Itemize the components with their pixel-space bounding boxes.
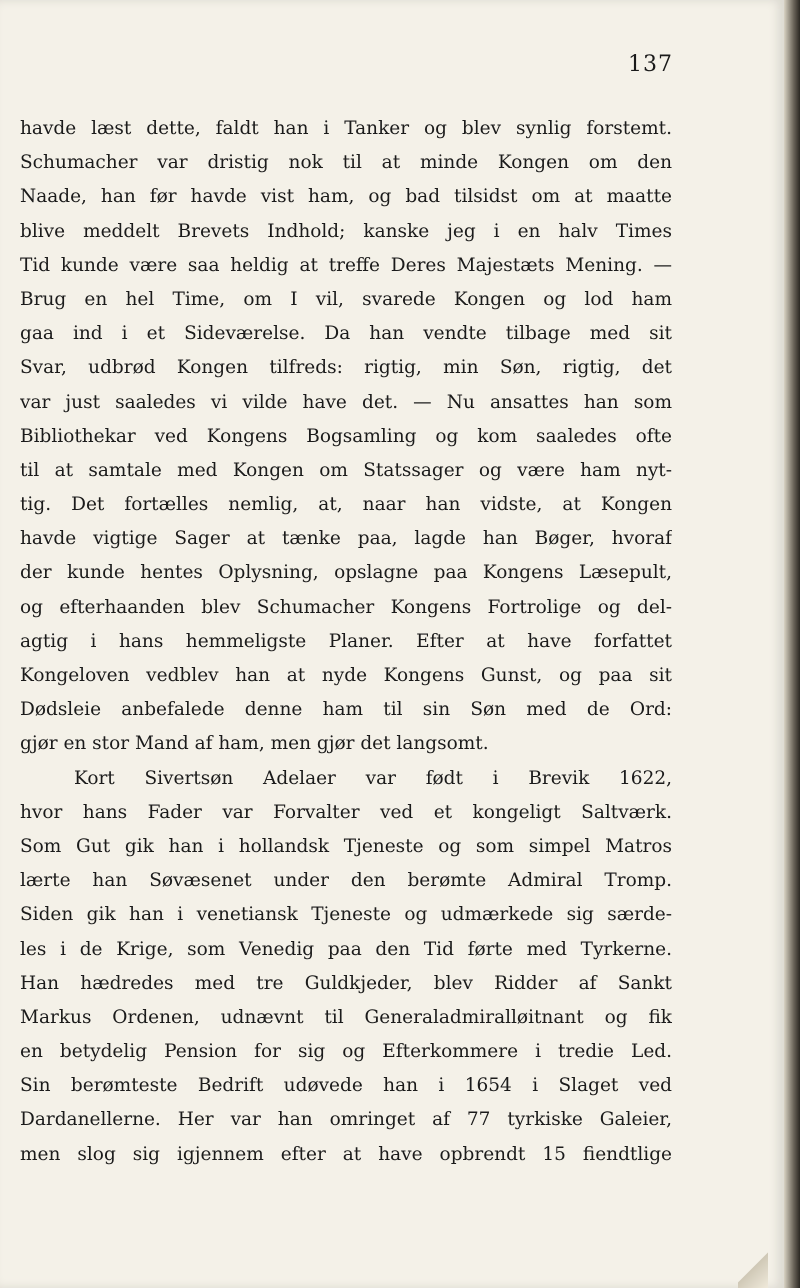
- text-line: Naade, han før havde vist ham, og bad tilsidst om at maatte: [20, 186, 672, 208]
- text-line: les i de Krige, som Venedig paa den Tid førte med Tyrkerne.: [20, 938, 672, 960]
- text-line: var just saaledes vi vilde have det. — Nu ansattes han som: [20, 391, 672, 413]
- text-line: Han hædredes med tre Guldkjeder, blev Ridder af Sankt: [20, 972, 672, 994]
- text-line: Schumacher var dristig nok til at minde Kongen om den: [20, 152, 672, 174]
- text-line: agtig i hans hemmeligste Planer. Efter at have forfattet: [20, 630, 672, 652]
- text-line: Som Gut gik han i hollandsk Tjeneste og som simpel Matros: [20, 835, 672, 857]
- text-line: Dødsleie anbefalede denne ham til sin Søn med de Ord:: [20, 699, 672, 721]
- text-line: og efterhaanden blev Schumacher Kongens Fortrolige og del-: [20, 596, 672, 618]
- text-line: lærte han Søvæsenet under den berømte Admiral Tromp.: [20, 870, 672, 892]
- text-line: men slog sig igjennem efter at have opbrendt 15 fiendtlige: [20, 1143, 672, 1165]
- paragraph-start-line: Kort Sivertsøn Adelaer var født i Brevik 1622,: [74, 767, 672, 789]
- text-line: Kongeloven vedblev han at nyde Kongens Gunst, og paa sit: [20, 665, 672, 686]
- text-line: Tid kunde være saa heldig at treffe Deres Majestæts Mening. —: [20, 254, 672, 276]
- page-edge-shadow: [784, 0, 800, 1288]
- text-line: hvor hans Fader var Forvalter ved et kongeligt Saltværk.: [20, 801, 672, 823]
- text-line: til at samtale med Kongen om Statssager og være ham nyt-: [20, 459, 672, 481]
- paragraph-end-line: gjør en stor Mand af ham, men gjør det langsomt.: [20, 733, 489, 755]
- text-line: Svar, udbrød Kongen tilfreds: rigtig, min Søn, rigtig, det: [20, 357, 672, 379]
- text-line: der kunde hentes Oplysning, opslagne paa Kongens Læsepult,: [20, 562, 672, 584]
- page-number: 137: [628, 52, 673, 77]
- page-corner-fold: [738, 1238, 768, 1288]
- text-line: havde vigtige Sager at tænke paa, lagde han Bøger, hvoraf: [20, 528, 672, 550]
- text-line: Brug en hel Time, om I vil, svarede Kongen og lod ham: [20, 288, 672, 310]
- text-line: Dardanellerne. Her var han omringet af 77 tyrkiske Galeier,: [20, 1109, 672, 1131]
- text-line: en betydelig Pension for sig og Efterkommere i tredie Led.: [20, 1041, 672, 1063]
- text-line: blive meddelt Brevets Indhold; kanske jeg i en halv Times: [20, 220, 672, 242]
- text-line: Markus Ordenen, udnævnt til Generaladmiralløitnant og fik: [20, 1006, 672, 1028]
- text-line: Bibliothekar ved Kongens Bogsamling og kom saaledes ofte: [20, 425, 672, 447]
- text-line: gaa ind i et Sideværelse. Da han vendte tilbage med sit: [20, 323, 672, 345]
- text-line: Siden gik han i venetiansk Tjeneste og udmærkede sig særde-: [20, 904, 672, 926]
- text-line: tig. Det fortælles nemlig, at, naar han vidste, at Kongen: [20, 494, 672, 516]
- text-line: havde læst dette, faldt han i Tanker og blev synlig forstemt.: [20, 118, 672, 139]
- body-text: [20, 112, 672, 1172]
- text-line: Sin berømteste Bedrift udøvede han i 1654 i Slaget ved: [20, 1075, 672, 1097]
